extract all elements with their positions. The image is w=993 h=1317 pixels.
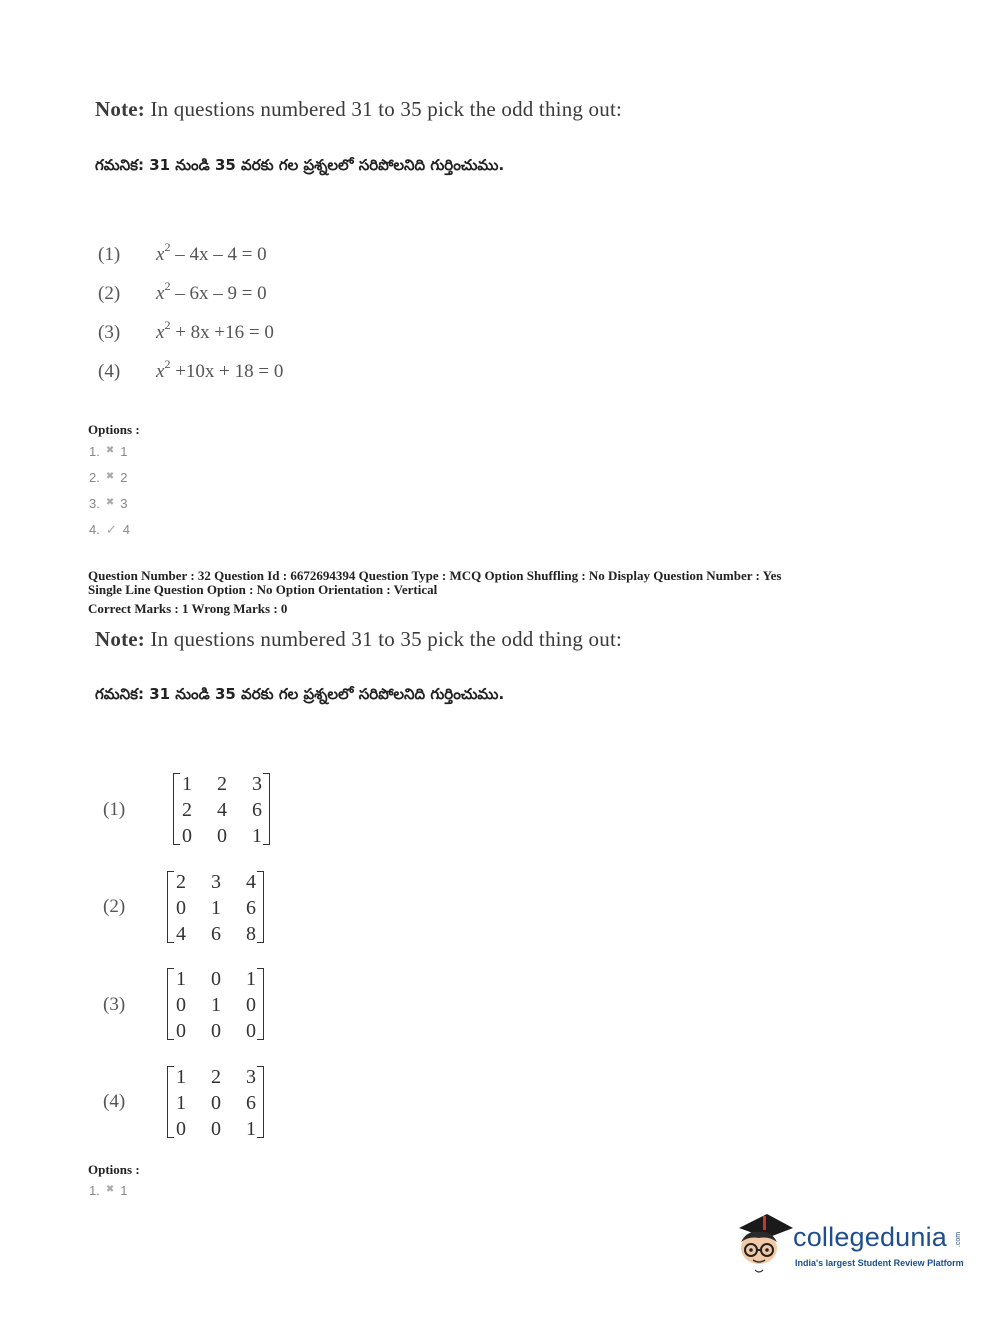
equation-row: (3) $x^2 + 8x +16 = 0$ — [98, 318, 274, 343]
matrix-3: 1 0 1 0 1 0 0 0 0 — [167, 968, 264, 1040]
matrix-1: 1 2 3 2 4 6 0 0 1 — [173, 773, 270, 845]
equation-row: (1) $x^2 - 4x - 4 = 0$ — [98, 240, 267, 265]
note-heading-q32: Note: In questions numbered 31 to 35 pick the odd thing out: — [95, 627, 623, 651]
logo-wordmark: collegedunia — [793, 1222, 948, 1252]
matrix-2: 2 3 4 0 1 6 4 6 8 — [167, 871, 264, 943]
matrix-number: (1) — [103, 799, 126, 820]
cross-icon: ✖ — [105, 1184, 115, 1195]
matrix-number: (2) — [103, 896, 126, 917]
option-item[interactable]: 1. ✖ 1 — [89, 444, 128, 459]
question-marks: Correct Marks : 1 Wrong Marks : 0 — [88, 601, 288, 616]
matrix-number: (3) — [103, 994, 126, 1015]
logo-tagline: India's largest Student Review Platform — [795, 1258, 964, 1268]
cross-icon: ✖ — [105, 471, 115, 482]
mascot-icon — [735, 1208, 795, 1280]
option-item[interactable]: 4. ✓ 4 — [89, 522, 130, 537]
equation-row: (4) $x^2 +10x + 18 = 0$ — [98, 357, 284, 382]
options-label: Options : — [88, 1162, 140, 1177]
options-label: Options : — [88, 422, 140, 437]
question-meta-line: Question Number : 32 Question Id : 6672694394 Question Type : MCQ Option Shuffling : No Display Question Number : Yes — [88, 568, 782, 583]
option-item[interactable]: 1. ✖ 1 — [89, 1183, 128, 1198]
note-heading-q31: Note: In questions numbered 31 to 35 pick the odd thing out: — [95, 97, 623, 121]
equation-row: (2) $x^2 - 6x - 9 = 0$ — [98, 279, 267, 304]
cross-icon: ✖ — [105, 497, 115, 508]
option-item[interactable]: 2. ✖ 2 — [89, 470, 128, 485]
telugu-note-q31: గమనిక: 31 నుండి 35 వరకు గల ప్రశ్నలలో సరిపోలనిది గుర్తించుము. — [95, 156, 505, 174]
option-item[interactable]: 3. ✖ 3 — [89, 496, 128, 511]
question-meta-line: Single Line Question Option : No Option Orientation : Vertical — [88, 582, 438, 597]
logo-tld: .com — [955, 1231, 963, 1248]
telugu-note-q32: గమనిక: 31 నుండి 35 వరకు గల ప్రశ్నలలో సరిపోలనిది గుర్తించుము. — [95, 685, 505, 703]
collegedunia-logo — [735, 1208, 965, 1280]
matrix-4: 1 2 3 1 0 6 0 0 1 — [167, 1066, 264, 1138]
cross-icon: ✖ — [105, 445, 115, 456]
check-icon: ✓ — [105, 522, 117, 537]
matrix-number: (4) — [103, 1091, 126, 1112]
